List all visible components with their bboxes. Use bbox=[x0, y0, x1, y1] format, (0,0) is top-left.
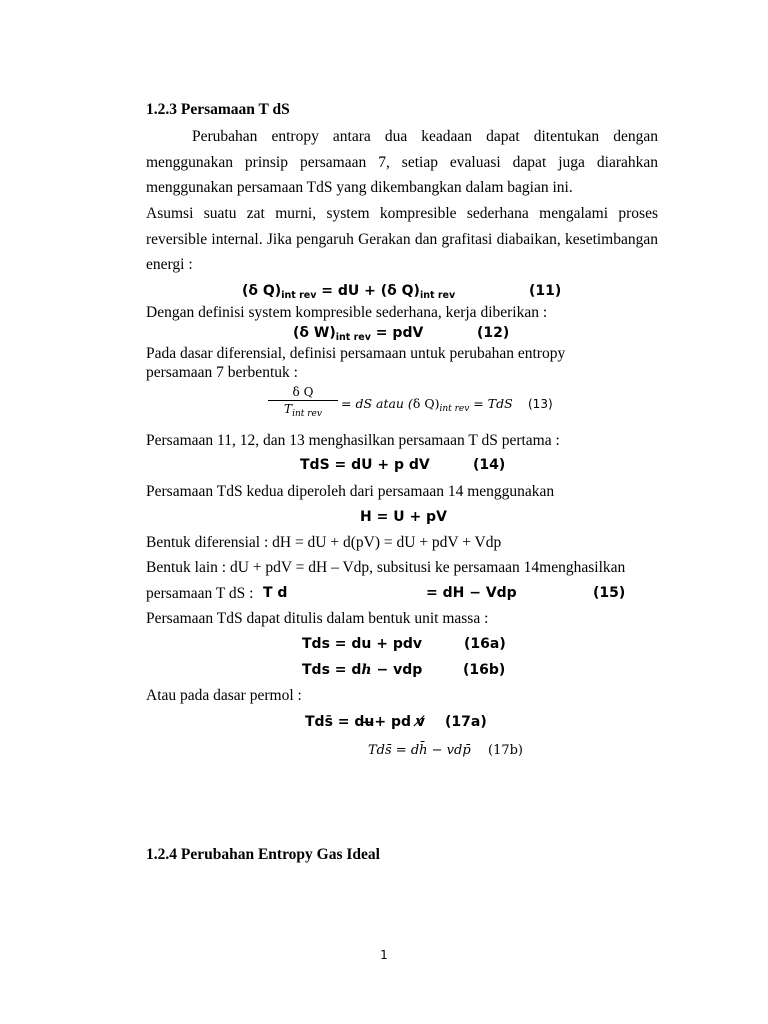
equation-16b bbox=[302, 662, 422, 678]
eq-16b-part-2: − vdp bbox=[371, 662, 423, 678]
text-unit-massa: Persamaan TdS dapat ditulis dalam bentuk unit massa : bbox=[146, 610, 489, 627]
eq-12-rhs: = pdV bbox=[370, 325, 424, 341]
eq-13-denominator-sub: int rev bbox=[292, 409, 322, 419]
text-differential-line-1: Pada dasar diferensial, definisi persamaan untuk perubahan entropy bbox=[146, 345, 566, 362]
equation-12 bbox=[293, 325, 423, 343]
equation-11-number: (11) bbox=[529, 283, 562, 299]
equation-16a-number: (16a) bbox=[464, 636, 506, 652]
eq-13-denominator bbox=[268, 402, 338, 421]
equation-13-fraction bbox=[268, 385, 338, 421]
paragraph-line: Asumsi suatu zat murni, system kompresible sederhana mengalami proses bbox=[146, 205, 658, 222]
equation-16a: Tds = du + pdv bbox=[302, 636, 423, 652]
eq-16b-h: h bbox=[361, 662, 372, 678]
eq-11-lhs-sub: int rev bbox=[281, 290, 317, 301]
fraction-bar bbox=[268, 400, 338, 401]
eq-13-rest-2: = TdS bbox=[469, 396, 513, 411]
text-permol: Atau pada dasar permol : bbox=[146, 687, 302, 704]
equation-12-number: (12) bbox=[477, 325, 510, 341]
text-second-tds: Persamaan TdS kedua diperoleh dari persamaan 14 menggunakan bbox=[146, 483, 555, 500]
section-heading-1-2-3: 1.2.3 Persamaan T dS bbox=[146, 101, 290, 118]
eq-11-mid: = dU + (δ Q) bbox=[316, 283, 420, 299]
page-number: 1 bbox=[380, 948, 388, 962]
eq-13-numerator: δ Q bbox=[292, 385, 314, 399]
eq-13-rest-1: = dS atau ( bbox=[341, 396, 413, 411]
equation-14: TdS = dU + p dV bbox=[300, 457, 430, 473]
equation-17b-number: (17b) bbox=[488, 743, 524, 758]
equation-13-rest bbox=[341, 396, 513, 414]
paragraph-line: menggunakan persamaan TdS yang dikembangkan dalam bagian ini. bbox=[146, 179, 573, 196]
text-first-tds: Persamaan 11, 12, dan 13 menghasilkan persamaan T dS pertama : bbox=[146, 432, 560, 449]
eq-13-rest-sub: int rev bbox=[439, 404, 470, 414]
eq-16b-part-1: Tds = d bbox=[302, 662, 362, 678]
eq-12-lhs-sub: int rev bbox=[335, 332, 371, 343]
paragraph-line: energi : bbox=[146, 256, 193, 273]
section-heading-1-2-4: 1.2.4 Perubahan Entropy Gas Ideal bbox=[146, 846, 380, 863]
text-differential-line-2: persamaan 7 berbentuk : bbox=[146, 364, 298, 381]
equation-17a: Tds̄ = du̶+ pd v̸ bbox=[305, 714, 426, 730]
equation-11 bbox=[242, 283, 455, 301]
equation-16b-number: (16b) bbox=[463, 662, 506, 678]
paragraph-assumption bbox=[146, 201, 658, 278]
paragraph-line: Perubahan entropy antara dua keadaan dapat ditentukan dengan bbox=[192, 128, 658, 145]
text-bentuk-lain: Bentuk lain : dU + pdV = dH – Vdp, subsitusi ke persamaan 14menghasilkan bbox=[146, 559, 626, 576]
eq-13-denominator-t: T bbox=[284, 402, 293, 416]
equation-13-number: (13) bbox=[528, 397, 553, 411]
equation-15-number: (15) bbox=[593, 585, 626, 601]
equation-14-number: (14) bbox=[473, 457, 506, 473]
equation-enthalpy: H = U + pV bbox=[360, 509, 447, 525]
eq-11-rhs-sub: int rev bbox=[419, 290, 456, 301]
equation-17b: Tds̄ = dh̄ − vdp̄ bbox=[368, 743, 471, 758]
paragraph-entropy-intro bbox=[146, 124, 658, 201]
text-bentuk-diferensial: Bentuk diferensial : dH = dU + d(pV) = dU + pdV + Vdp bbox=[146, 534, 502, 551]
equation-17a-number: (17a) bbox=[445, 714, 487, 730]
paragraph-line: reversible internal. Jika pengaruh Gerakan dan grafitasi diabaikan, kesetimbangan bbox=[146, 230, 658, 248]
text-work-definition: Dengan definisi system kompresible sederhana, kerja diberikan : bbox=[146, 304, 548, 321]
eq-12-lhs: (δ W) bbox=[293, 325, 336, 341]
eq-11-lhs: (δ Q) bbox=[242, 283, 282, 299]
text-persamaan-tds: persamaan T dS : bbox=[146, 585, 254, 602]
equation-15-lhs: T d bbox=[263, 585, 288, 601]
eq-13-rest-delta: δ Q) bbox=[412, 396, 440, 411]
paragraph-line: menggunakan prinsip persamaan 7, setiap evaluasi dapat juga diarahkan bbox=[146, 153, 658, 171]
equation-15-rhs: = dH − Vdp bbox=[426, 585, 517, 601]
